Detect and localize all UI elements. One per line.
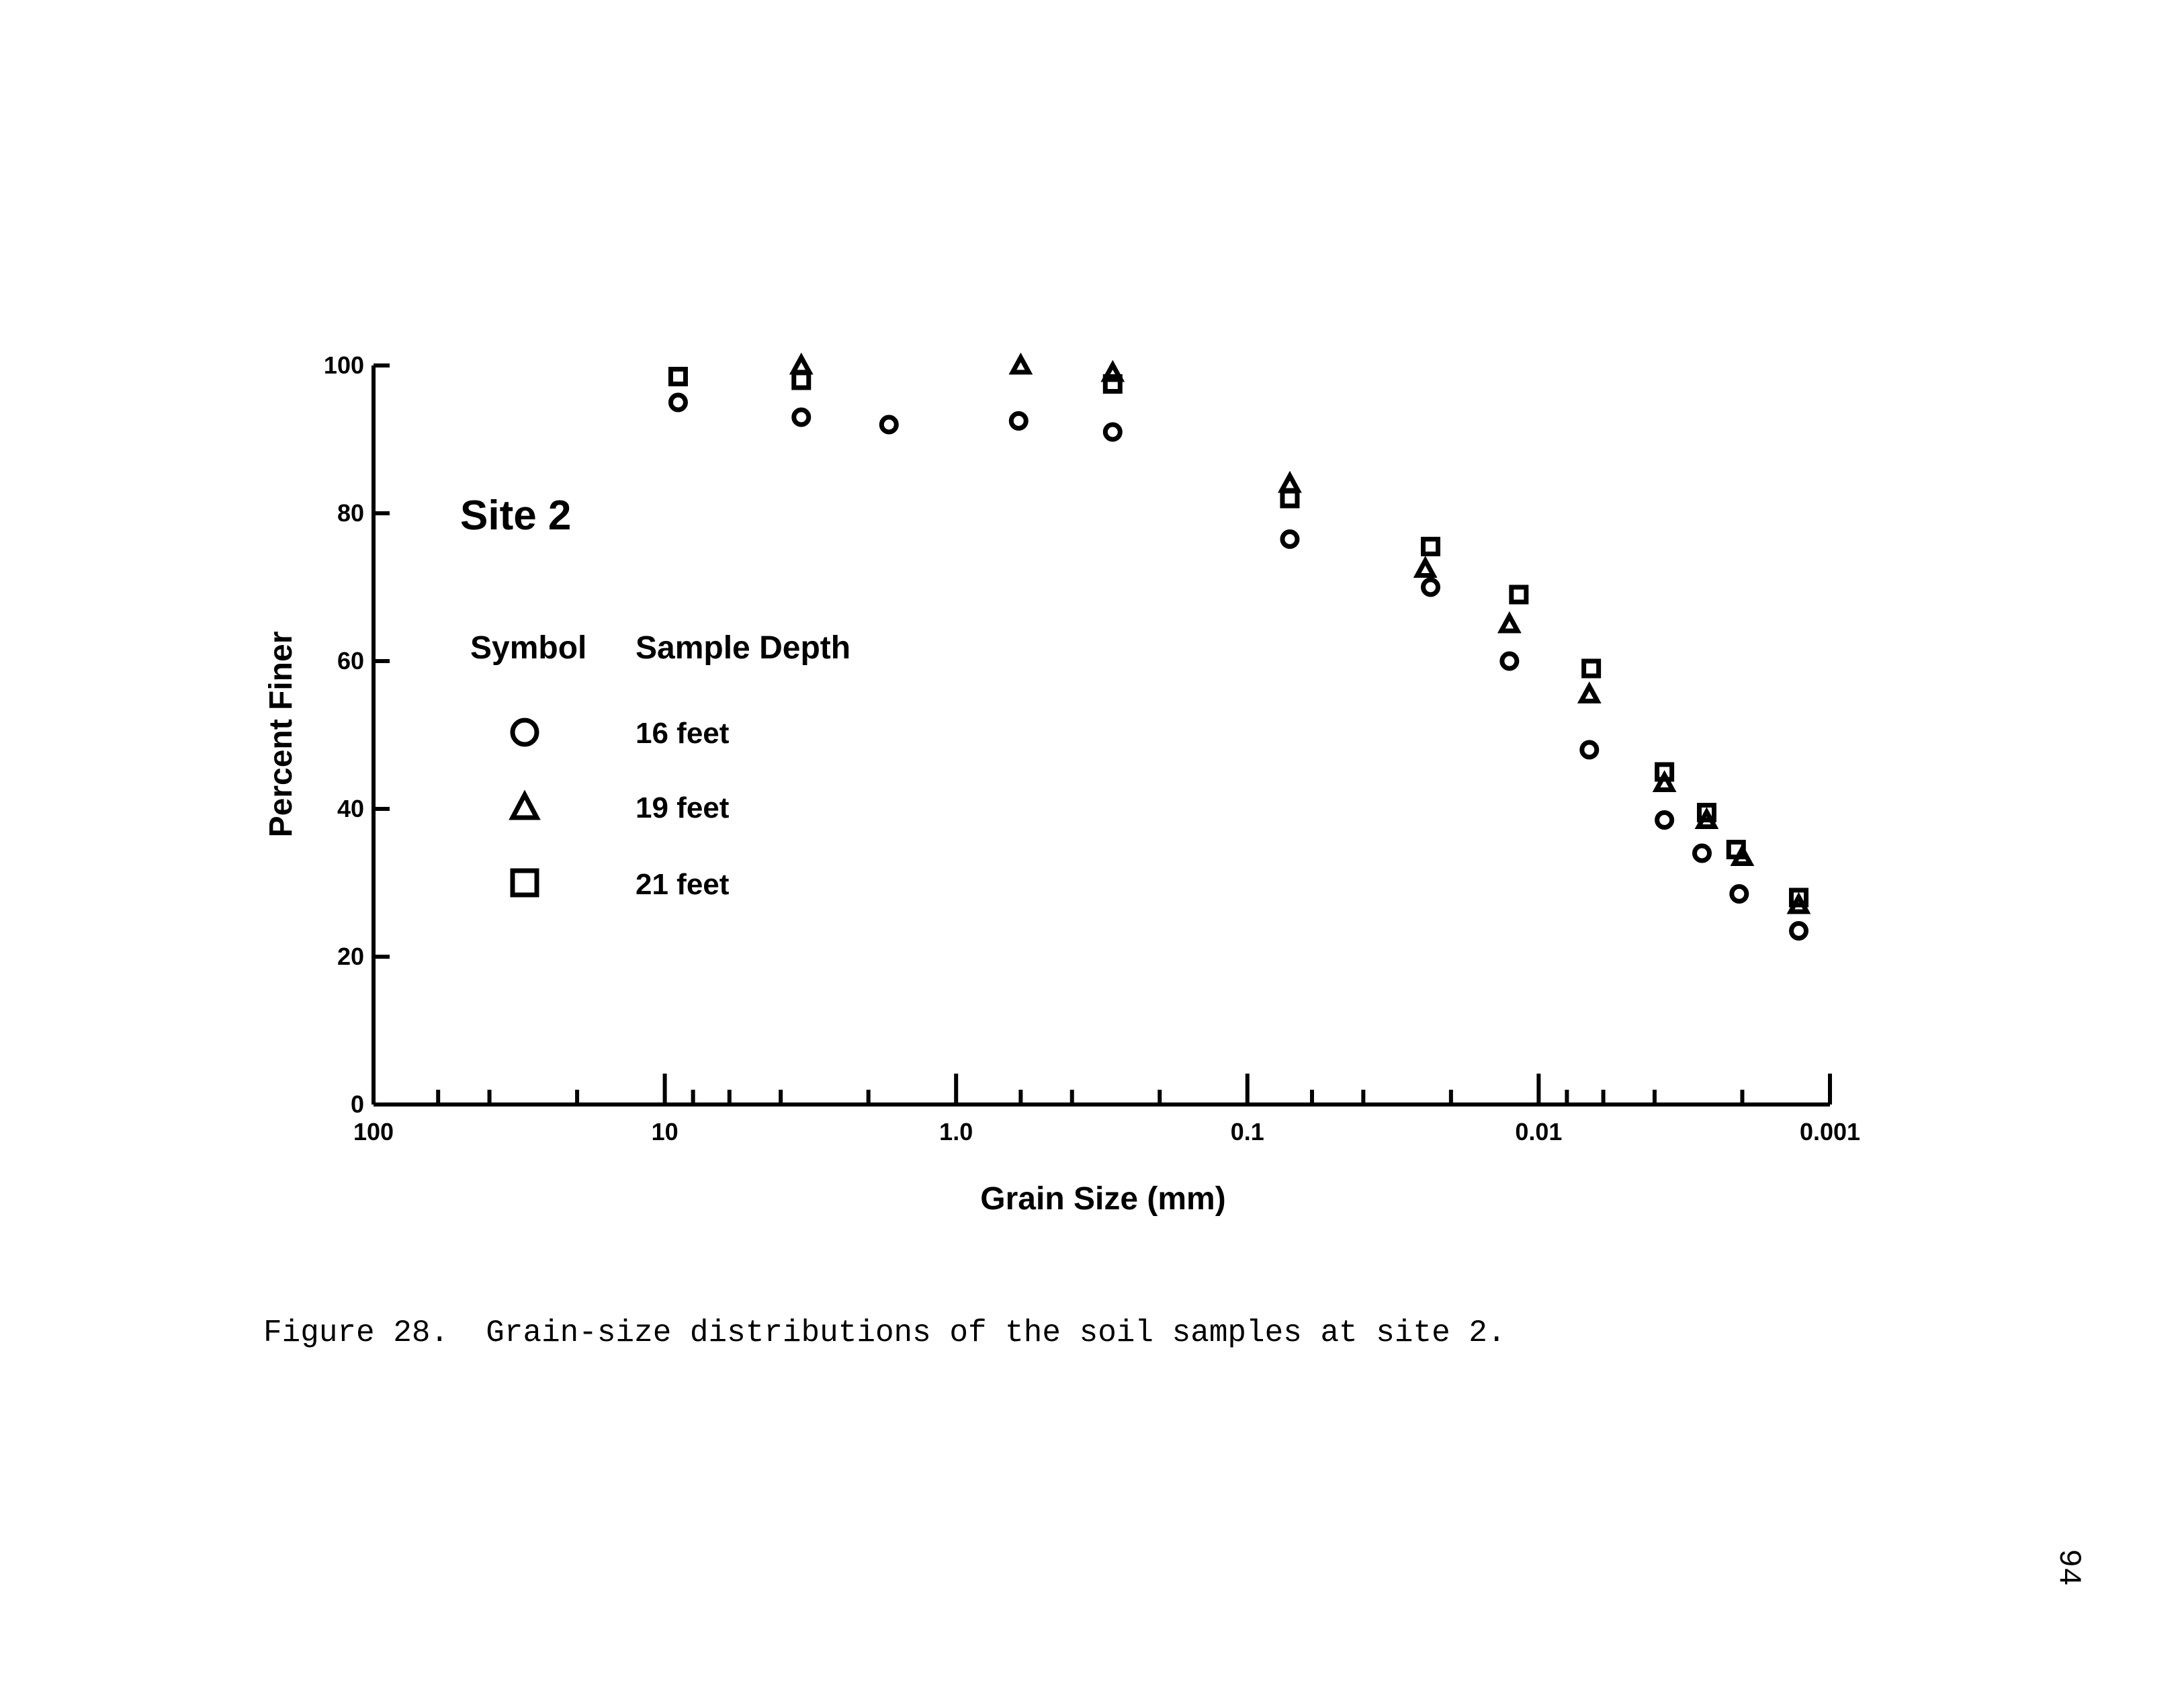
circle-marker: [670, 395, 685, 410]
square-marker: [794, 373, 809, 388]
square-marker: [1105, 377, 1120, 392]
chart-title: Site 2: [460, 492, 572, 539]
x-tick-label: 10: [651, 1118, 679, 1145]
circle-marker: [794, 410, 809, 425]
figure-caption: Figure 28. Grain-size distributions of the soil samples at site 2.: [263, 1315, 1506, 1350]
axes: [374, 365, 1830, 1105]
x-tick-label: 0.1: [1230, 1118, 1264, 1145]
legend-symbol-header: Symbol: [470, 630, 587, 666]
circle-marker: [1732, 887, 1747, 902]
legend-square-marker: [513, 871, 537, 895]
x-axis-label: Grain Size (mm): [980, 1181, 1226, 1217]
y-tick-label: 80: [337, 499, 364, 527]
circle-marker: [1582, 742, 1597, 757]
x-tick-label: 0.01: [1515, 1118, 1563, 1145]
legend-label-19-feet: 19 feet: [636, 791, 730, 824]
triangle-marker: [1282, 476, 1298, 490]
y-tick-label: 40: [337, 795, 364, 822]
y-tick-label: 100: [323, 351, 364, 379]
square-marker: [1729, 842, 1743, 857]
page-number: 94: [2051, 1549, 2086, 1586]
circle-marker: [1011, 414, 1026, 429]
x-tick-label: 1.0: [939, 1118, 973, 1145]
circle-marker: [1502, 654, 1517, 668]
triangle-marker: [1501, 616, 1518, 631]
legend-label-16-feet: 16 feet: [636, 717, 730, 750]
triangle-marker: [1417, 561, 1434, 576]
legend-depth-header: Sample Depth: [636, 630, 851, 666]
legend-label-21-feet: 21 feet: [636, 868, 730, 901]
circle-marker: [1792, 924, 1806, 939]
square-marker: [1512, 587, 1526, 602]
y-tick-label: 20: [337, 943, 364, 970]
square-marker: [1282, 491, 1297, 506]
triangle-marker: [793, 357, 810, 372]
triangle-marker: [1581, 687, 1598, 701]
x-tick-label: 100: [353, 1118, 394, 1145]
square-marker: [670, 370, 685, 384]
square-marker: [1584, 661, 1599, 676]
y-tick-label: 0: [350, 1090, 364, 1118]
x-ticks: [350, 1074, 1861, 1145]
y-tick-label: 60: [337, 647, 364, 675]
circle-marker: [1105, 425, 1120, 439]
triangle-marker: [1012, 357, 1029, 372]
square-marker: [1424, 539, 1438, 554]
y-ticks: [324, 351, 390, 1118]
circle-marker: [1657, 813, 1672, 828]
y-axis-label: Percent Finer: [263, 631, 299, 838]
x-tick-label: 0.001: [1799, 1118, 1861, 1145]
circle-marker: [1282, 532, 1297, 547]
legend-triangle-marker: [513, 795, 537, 818]
legend-circle-marker: [513, 720, 537, 744]
circle-marker: [1695, 846, 1710, 861]
legend: [470, 630, 850, 901]
circle-marker: [881, 417, 896, 432]
circle-marker: [1424, 580, 1438, 595]
